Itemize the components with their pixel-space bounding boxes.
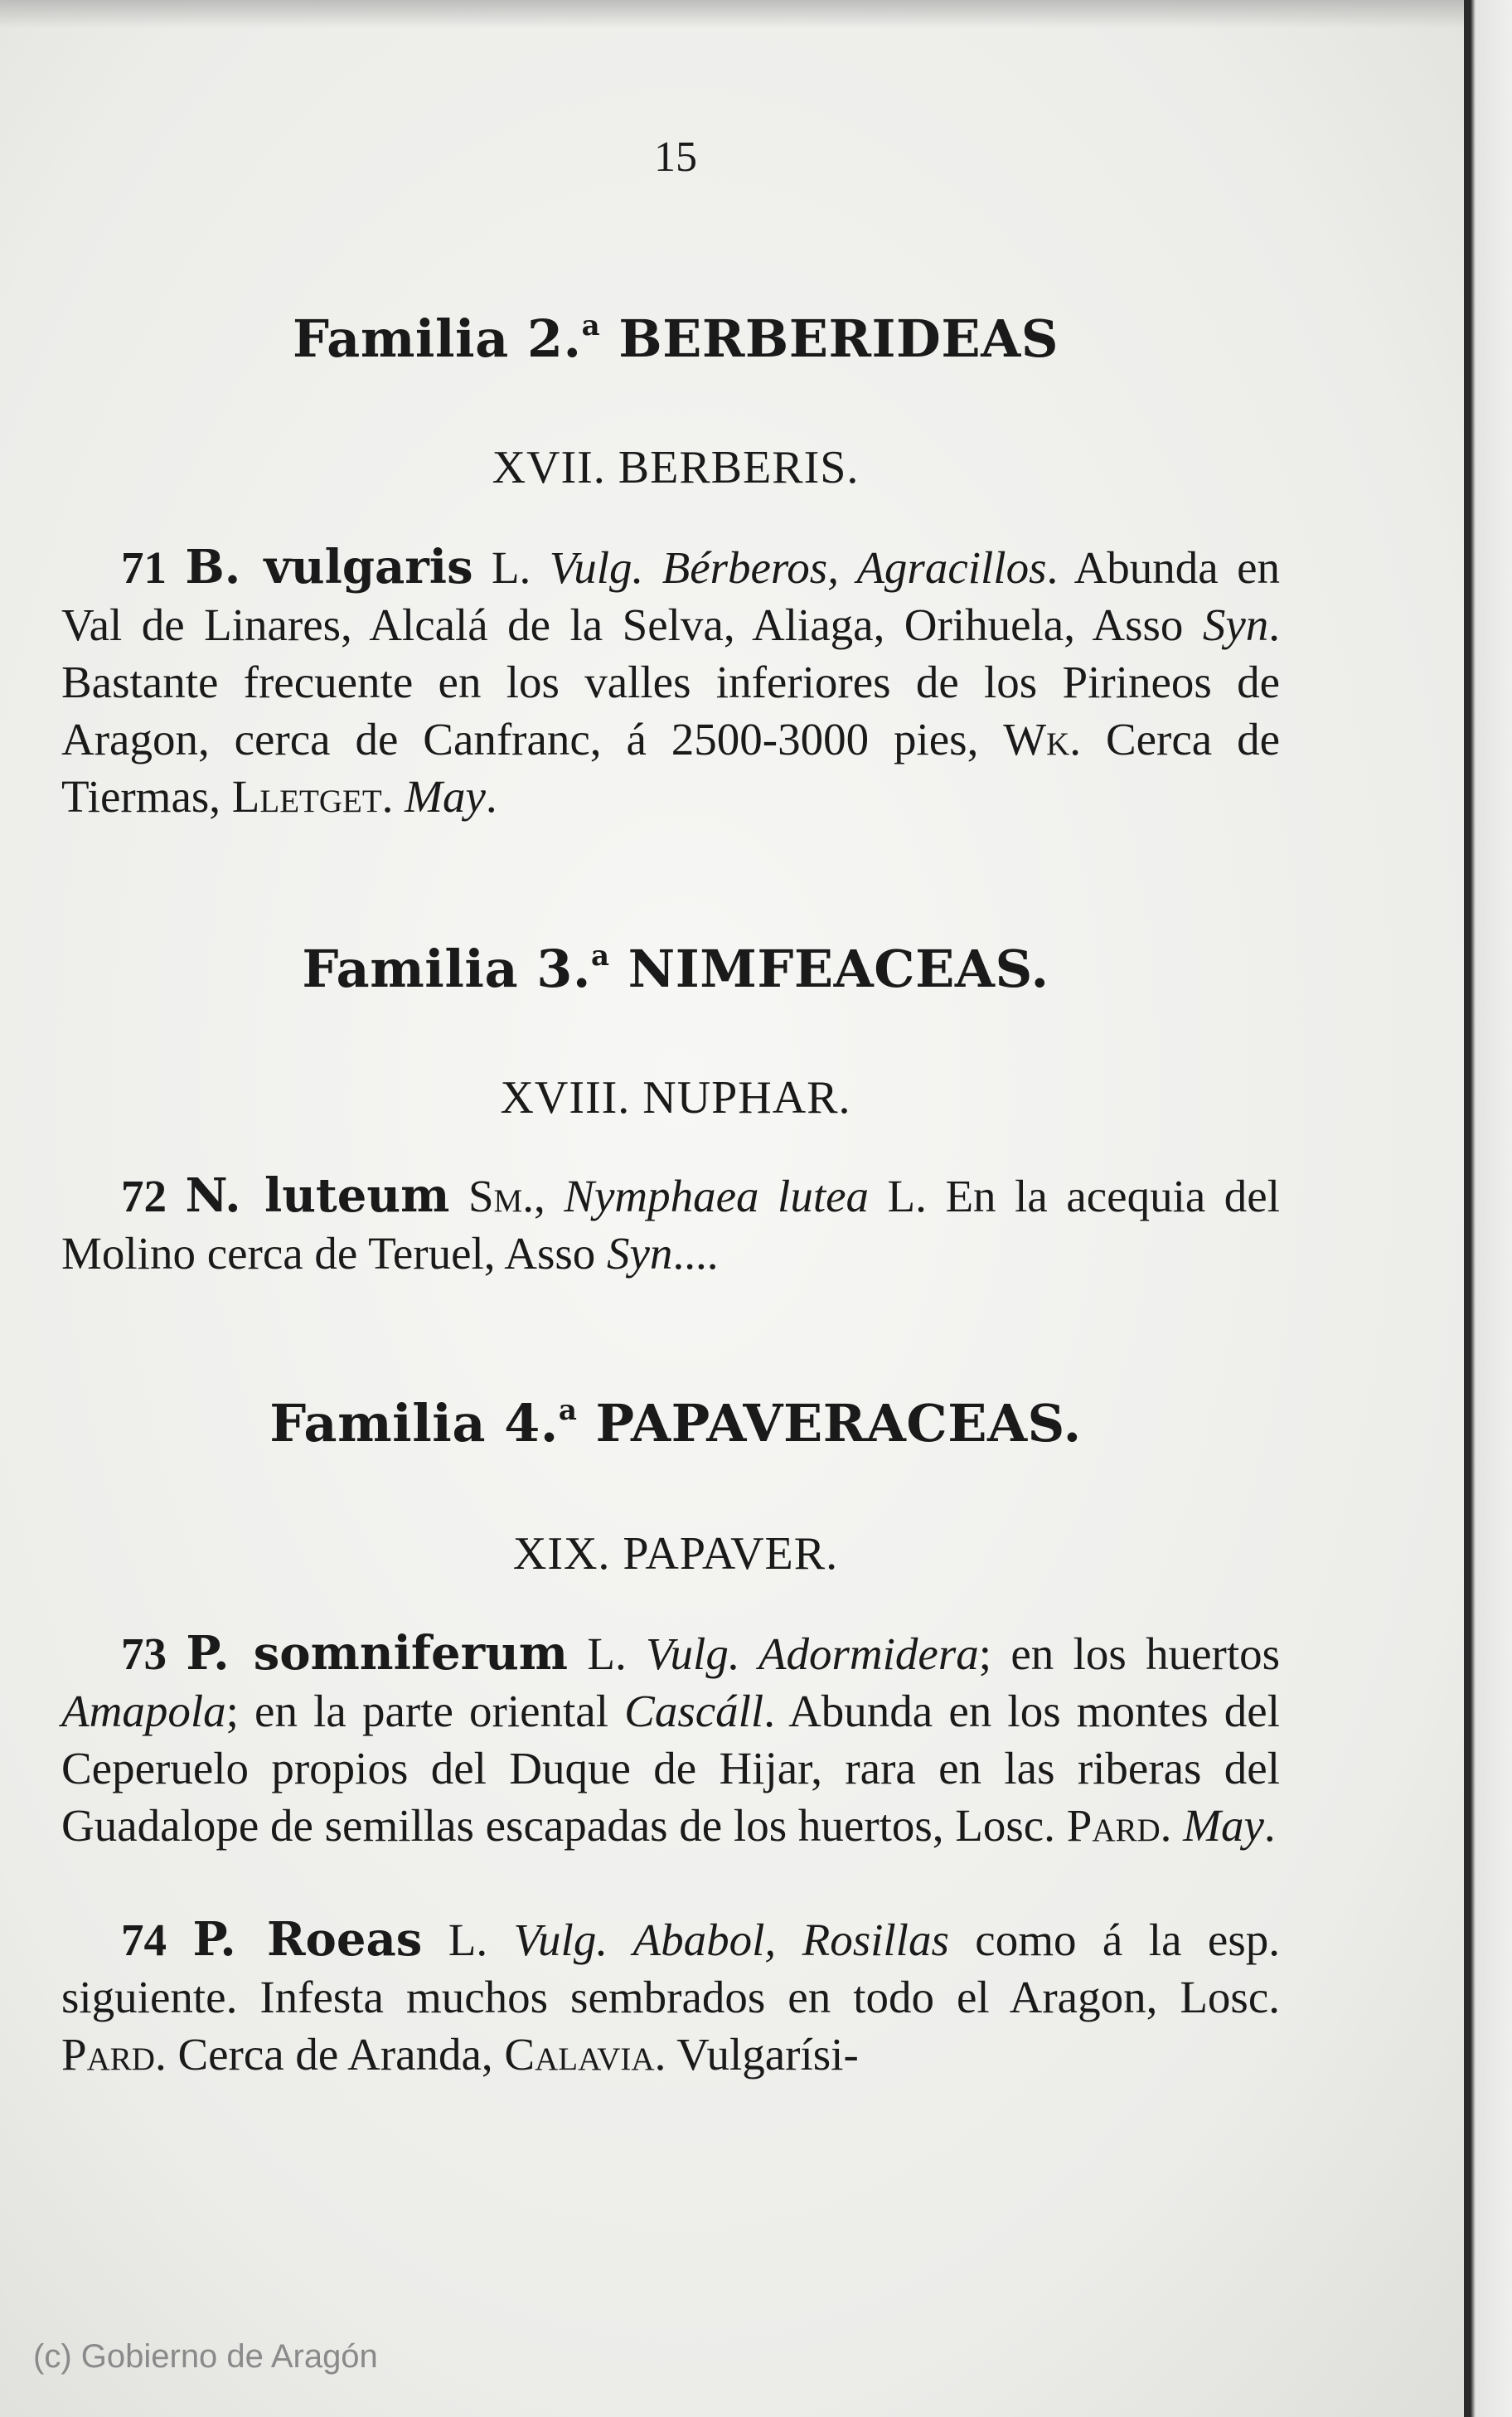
species-name: P. Roeas <box>192 1912 423 1967</box>
entry-text: . <box>1263 1800 1276 1851</box>
family-ordinal: a <box>581 309 601 342</box>
collector-name: Calavia <box>504 2029 655 2080</box>
page-top-shadow <box>0 0 1512 28</box>
entry-text: . <box>1160 1800 1184 1851</box>
entry-text: . Abunda en los montes del Ceperuelo propios del Duque de Hijar, rara en las riberas del Guadalope de semillas escapadas de los huertos, Losc. <box>61 1686 1280 1851</box>
vernacular-name: Adormidera <box>739 1628 979 1679</box>
family-heading-papaveraceas <box>0 1393 1351 1454</box>
family-ordinal: a <box>558 1394 578 1427</box>
page-right-edge <box>1464 0 1512 2417</box>
family-heading-berberideas <box>0 308 1351 369</box>
page-number: 15 <box>654 133 697 181</box>
family-name: BERBERIDEAS <box>618 308 1059 369</box>
species-author: L. <box>422 1915 514 1965</box>
flowering-month: May <box>405 771 486 822</box>
collector-name: Lletget <box>231 771 382 822</box>
species-entry-71 <box>61 539 1280 825</box>
genus-heading-nuphar: XVIII. NUPHAR. <box>500 1072 851 1124</box>
family-label: Familia 2. <box>293 308 582 369</box>
species-entry-72 <box>61 1167 1280 1282</box>
entry-text: , <box>533 1171 565 1221</box>
entry-text: . Vulgarísi- <box>654 2029 859 2080</box>
family-name: PAPAVERACEAS. <box>595 1393 1082 1454</box>
syn-label: Syn <box>607 1228 673 1279</box>
entry-text: . Cerca de Tiermas, <box>61 714 1280 822</box>
vernacular-name: Amapola <box>61 1686 226 1736</box>
vulg-label: Vulg. <box>646 1628 740 1679</box>
species-name: P. somniferum <box>186 1626 569 1681</box>
entry-number: 74 <box>121 1915 167 1965</box>
vulg-label: Vulg. <box>549 542 644 593</box>
family-label: Familia 3. <box>302 939 591 999</box>
vernacular-name: Cascáll <box>624 1686 764 1736</box>
flowering-month: May <box>1183 1800 1264 1851</box>
entry-text: . <box>485 771 497 822</box>
entry-text: . Bastante frecuente en los valles inferiores de los Pirineos de Aragon, cerca de Canfranc, á 2500-3000 pies, <box>61 599 1280 764</box>
entry-text: ; en la parte oriental <box>225 1686 625 1736</box>
species-entry-74 <box>61 1911 1280 2083</box>
vulg-label: Vulg. <box>513 1915 608 1965</box>
family-name: NIMFEACEAS. <box>628 939 1049 999</box>
entry-number: 72 <box>121 1171 167 1221</box>
syn-label: Syn <box>1202 599 1269 650</box>
entry-text: ; en los huertos <box>978 1628 1280 1679</box>
entry-number: 73 <box>121 1628 167 1679</box>
collector-name: Wk <box>1003 714 1070 764</box>
species-author: L. <box>568 1628 647 1679</box>
family-label: Familia 4. <box>269 1393 559 1454</box>
collector-name: Pard <box>61 2029 155 2080</box>
vernacular-names: Ababol, Rosillas <box>608 1915 949 1965</box>
entry-text: .... <box>672 1228 719 1279</box>
entry-text: . Cerca de Aranda, <box>154 2029 505 2080</box>
collector-name: Pard <box>1066 1800 1161 1851</box>
genus-heading-berberis: XVII. BERBERIS. <box>492 442 860 493</box>
entry-number: 71 <box>121 542 167 593</box>
synonym-name: Nymphaea lutea <box>564 1171 870 1221</box>
species-entry-73 <box>61 1625 1280 1854</box>
entry-text: . Abunda en Val de Linares, Alcalá de la Selva, Aliaga, Orihuela, Asso <box>61 542 1280 650</box>
species-author: Sm. <box>449 1171 534 1221</box>
entry-text: como á la esp. siguiente. Infesta muchos sembrados en todo el Aragon, Losc. <box>61 1915 1280 2022</box>
copyright-notice: (c) Gobierno de Aragón <box>33 2338 378 2375</box>
species-author: L. <box>472 542 550 593</box>
entry-text: L. En la acequia del Molino cerca de Teruel, Asso <box>61 1171 1280 1279</box>
family-heading-nimfeaceas <box>0 939 1351 999</box>
family-ordinal: a <box>590 939 610 973</box>
entry-text: . <box>381 771 405 822</box>
genus-heading-papaver: XIX. PAPAVER. <box>512 1528 839 1580</box>
species-name: N. luteum <box>185 1168 450 1223</box>
vernacular-names: Bérberos, Agracillos <box>643 542 1047 593</box>
species-name: B. vulgaris <box>185 540 473 595</box>
